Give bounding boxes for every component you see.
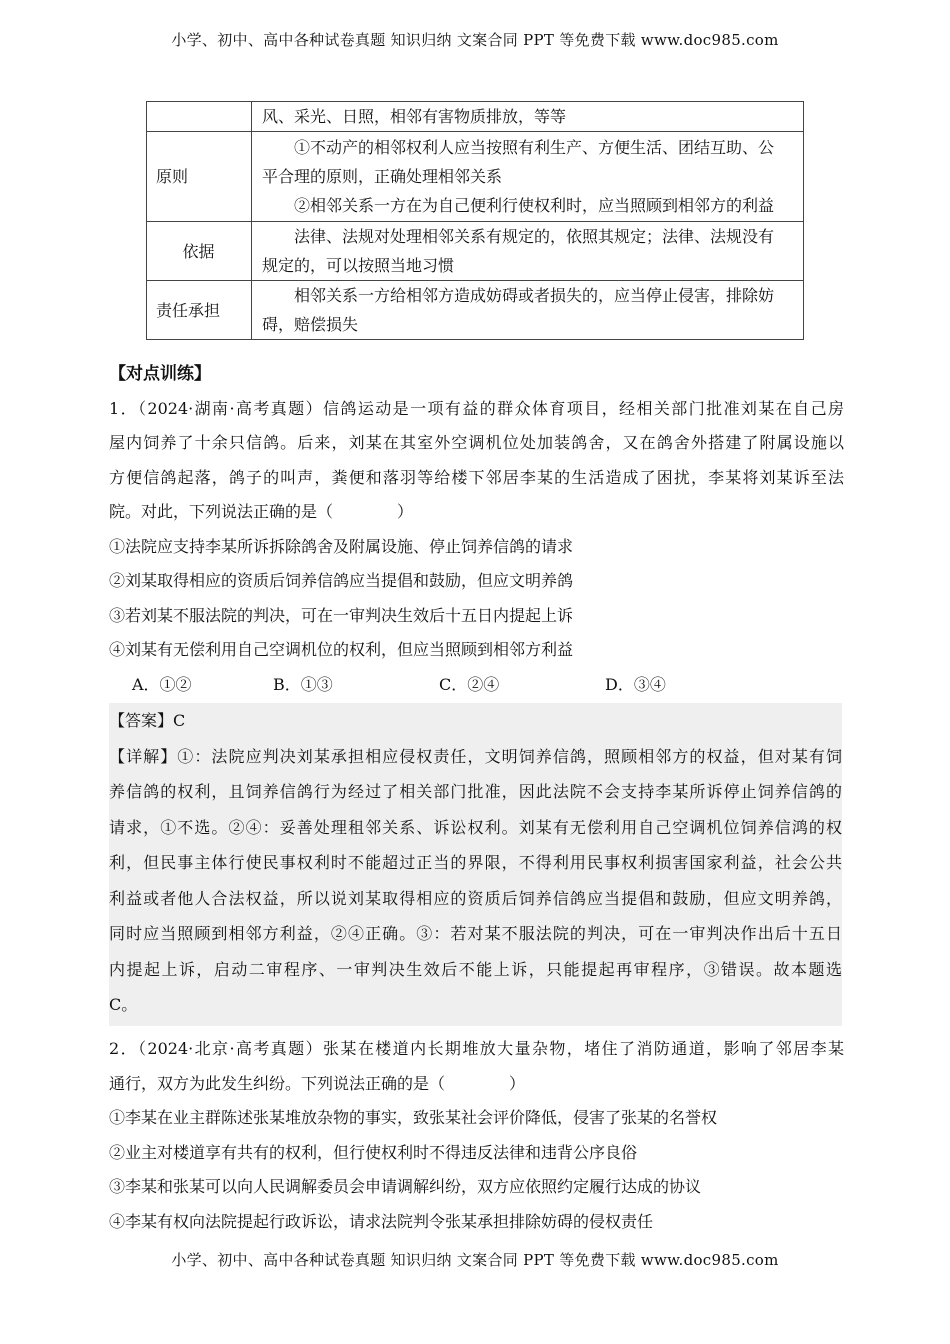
q2-statement-2: ②业主对楼道享有共有的权利，但行使权利时不得违反法律和违背公序良俗	[109, 1142, 638, 1162]
table-row	[147, 281, 804, 340]
q2-statement-3: ③李某和张某可以向人民调解委员会申请调解纠纷，双方应依照约定履行达成的协议	[109, 1177, 702, 1196]
explanation-line: 利，但民事主体行使民事权利时不能超过正当的界限，不得利用民事权利损害国家利益，社会公共	[109, 853, 842, 872]
q1-options	[109, 668, 844, 703]
table-content-cell	[252, 222, 804, 281]
explanation-line: 养信鸽的权利，且饲养信鸽行为经过了相关部门批准，因此法院不会支持李某所诉停止饲养信鸽的	[109, 782, 842, 801]
q1-stem-line: 1．（2024·湖南·高考真题）信鸽运动是一项有益的群众体育项目，经相关部门批准刘某在自己房	[109, 398, 844, 418]
basis-line-1: 法律、法规对处理相邻关系有规定的，依照其规定；法律、法规没有	[294, 227, 775, 246]
answer-label: 【答案】C	[109, 711, 186, 730]
explanation-line: 请求，①不选。②④：妥善处理租邻关系、诉讼权利。刘某有无偿利用自己空调机位饲养信鸿的权	[109, 817, 842, 837]
explanation-line: C。	[109, 995, 138, 1014]
option-a: A．①②	[132, 674, 192, 694]
q2-stem-line: 通行，双方为此发生纠纷。下列说法正确的是（ ）	[109, 1073, 526, 1093]
explanation-line: 【详解】①：法院应判决刘某承担相应侵权责任，文明饲养信鸽，照顾相邻方的权益，但对某有饲	[109, 746, 842, 766]
table-label-cell	[147, 102, 252, 132]
question-1-block	[109, 357, 844, 702]
option-c: C．②④	[439, 674, 500, 694]
q1-stem-line: 方便信鸽起落，鸽子的叫声，粪便和落羽等给楼下邻居李某的生活造成了困扰，李某将刘某诉至法	[109, 467, 844, 487]
q2-statement-4: ④李某有权向法院提起行政诉讼，请求法院判令张某承担排除妨碍的侵权责任	[109, 1211, 654, 1231]
q2-stem-line: 2．（2024·北京·高考真题）张某在楼道内长期堆放大量杂物，堵住了消防通道，影响了邻居李某	[109, 1039, 844, 1058]
q2-statement-1: ①李某在业主群陈述张某堆放杂物的事实，致张某社会评价降低，侵害了张某的名誉权	[109, 1108, 718, 1127]
table-row	[147, 222, 804, 281]
table-content-cell	[252, 281, 804, 340]
principle-line-1: ①不动产的相邻权利人应当按照有利生产、方便生活、团结互助、公	[294, 138, 775, 157]
principle-line-3: ②相邻关系一方在为自己便利行使权利时，应当照顾到相邻方的利益	[294, 196, 775, 215]
table-label-basis: 依据	[147, 222, 252, 281]
explanation-line: 内提起上诉，启动二审程序、一审判决生效后不能上诉，只能提起再审程序，③错误。故本题选	[109, 959, 842, 979]
basis-line-2: 规定的，可以按照当地习惯	[262, 256, 455, 275]
q1-stem-line: 院。对此，下列说法正确的是（ ）	[109, 502, 414, 521]
q1-statement-4: ④刘某有无偿利用自己空调机位的权利，但应当照顾到相邻方利益	[109, 640, 574, 659]
q1-statement-3: ③若刘某不服法院的判决，可在一审判决生效后十五日内提起上诉	[109, 605, 574, 625]
principle-line-2: 平合理的原则，正确处理相邻关系	[262, 167, 503, 186]
table-content-cell	[252, 102, 804, 132]
explanation-line: 利益或者他人合法权益，所以说刘某取得相应的资质后饲养信鸽应当提倡和鼓励，但应文明养鸽，	[109, 888, 842, 908]
table-label-principle: 原则	[147, 132, 252, 222]
table-row	[147, 132, 804, 222]
neighbor-relations-table	[146, 101, 804, 340]
question-2-block	[109, 1032, 844, 1239]
page-footer: 小学、初中、高中各种试卷真题 知识归纳 文案合同 PPT 等免费下载 www.doc985.com	[171, 1251, 779, 1269]
liability-line-2: 碍，赔偿损失	[262, 315, 359, 334]
table-label-liability: 责任承担	[147, 281, 252, 340]
explanation-line: 同时应当照顾到相邻方利益，②④正确。③：若对某不服法院的判决，可在一审判决作出后十五日	[109, 924, 842, 943]
q1-stem-line: 屋内饲养了十余只信鸽。后来，刘某在其室外空调机位处加装鸽舍，又在鸽舍外搭建了附属设施以	[109, 433, 844, 452]
option-d: D．③④	[605, 674, 666, 694]
q1-statement-1: ①法院应支持李某所诉拆除鸽舍及附属设施、停止饲养信鸽的请求	[109, 536, 574, 556]
answer-block	[109, 703, 842, 1023]
liability-line-1: 相邻关系一方给相邻方造成妨碍或者损失的，应当停止侵害，排除妨	[294, 286, 775, 305]
section-title: 【对点训练】	[109, 364, 211, 384]
q1-statement-2: ②刘某取得相应的资质后饲养信鸽应当提倡和鼓励，但应文明养鸽	[109, 571, 574, 590]
page-header: 小学、初中、高中各种试卷真题 知识归纳 文案合同 PPT 等免费下载 www.doc985.com	[171, 31, 779, 49]
table-row0-text: 风、采光、日照，相邻有害物质排放，等等	[262, 107, 567, 126]
table-row	[147, 102, 804, 132]
table-content-cell	[252, 132, 804, 222]
option-b: B．①③	[273, 674, 333, 694]
